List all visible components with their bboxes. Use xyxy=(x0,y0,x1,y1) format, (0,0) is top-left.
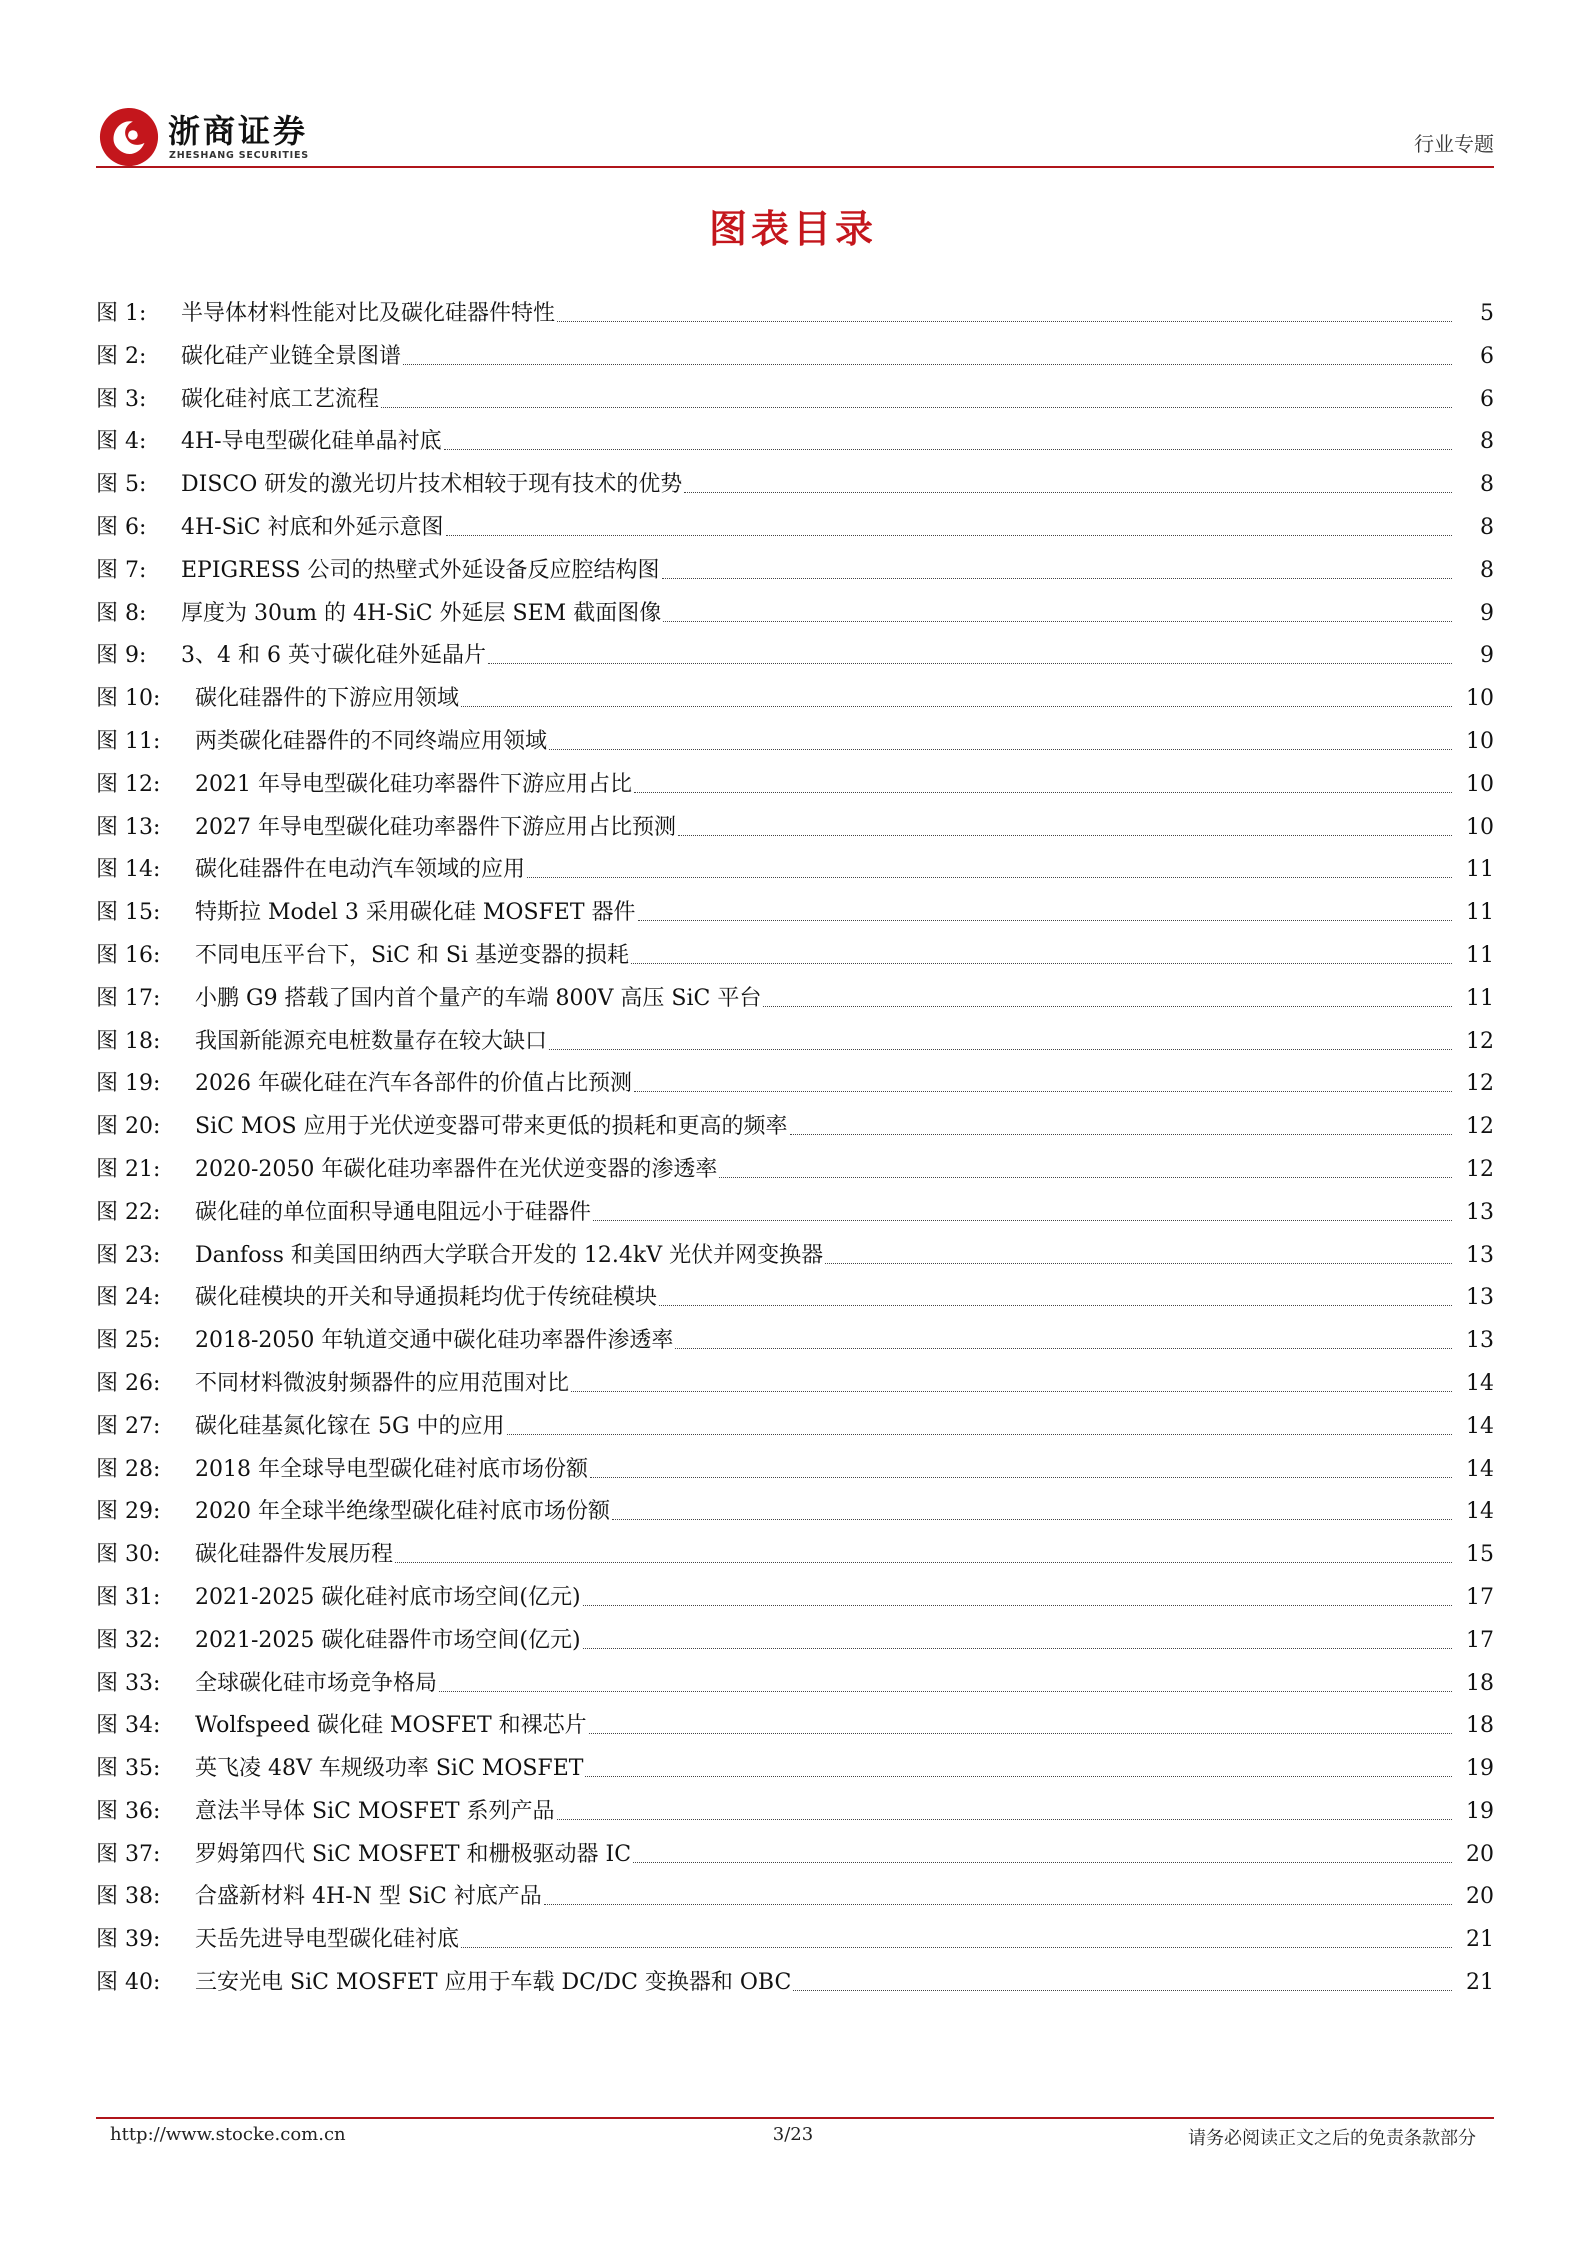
toc-row[interactable] xyxy=(96,507,1494,550)
toc-row[interactable] xyxy=(96,421,1494,464)
toc-leader-dots xyxy=(439,1691,1452,1692)
toc-figure-title: 碳化硅器件的下游应用领域 xyxy=(195,678,461,721)
toc-page-number: 13 xyxy=(1466,1285,1494,1311)
toc-figure-label: 图 39: xyxy=(96,1927,161,1953)
toc-figure-title: 合盛新材料 4H-N 型 SiC 衬底产品 xyxy=(195,1876,544,1919)
toc-row[interactable] xyxy=(96,1534,1494,1577)
toc-figure-label: 图 32: xyxy=(96,1627,161,1653)
toc-leader-dots xyxy=(446,535,1452,536)
toc-leader-dots xyxy=(631,963,1452,964)
toc-row[interactable] xyxy=(96,1919,1494,1962)
toc-row[interactable] xyxy=(96,1577,1494,1620)
toc-leader-dots xyxy=(549,1049,1452,1050)
toc-figure-title: 特斯拉 Model 3 采用碳化硅 MOSFET 器件 xyxy=(195,892,638,935)
toc-figure-label: 图 19: xyxy=(96,1071,161,1097)
toc-page-number: 11 xyxy=(1466,942,1494,968)
toc-figure-title: 2018 年全球导电型碳化硅衬底市场份额 xyxy=(195,1449,590,1492)
toc-leader-dots xyxy=(557,321,1452,322)
toc-figure-title: 碳化硅器件在电动汽车领域的应用 xyxy=(195,849,527,892)
toc-row[interactable] xyxy=(96,1363,1494,1406)
toc-leader-dots xyxy=(527,877,1452,878)
toc-page-number: 12 xyxy=(1466,1071,1494,1097)
toc-page-number: 9 xyxy=(1480,600,1494,626)
toc-leader-dots xyxy=(678,835,1452,836)
toc-figure-title: 碳化硅的单位面积导通电阻远小于硅器件 xyxy=(195,1192,593,1235)
toc-row[interactable] xyxy=(96,849,1494,892)
toc-leader-dots xyxy=(461,1947,1452,1948)
toc-figure-title: 碳化硅基氮化镓在 5G 中的应用 xyxy=(195,1406,507,1449)
toc-row[interactable] xyxy=(96,293,1494,336)
toc-figure-label: 图 23: xyxy=(96,1242,161,1268)
toc-row[interactable] xyxy=(96,1406,1494,1449)
toc-page-number: 18 xyxy=(1466,1713,1494,1739)
toc-page-number: 8 xyxy=(1480,429,1494,455)
toc-page-number: 21 xyxy=(1466,1927,1494,1953)
toc-row[interactable] xyxy=(96,593,1494,636)
figure-list xyxy=(96,293,1494,2005)
toc-leader-dots xyxy=(549,749,1452,750)
toc-figure-title: 2021-2025 碳化硅衬底市场空间(亿元) xyxy=(195,1577,583,1620)
toc-figure-label: 图 38: xyxy=(96,1884,161,1910)
toc-leader-dots xyxy=(675,1348,1452,1349)
toc-figure-label: 图 31: xyxy=(96,1584,161,1610)
toc-figure-label: 图 4: xyxy=(96,429,147,455)
toc-page-number: 6 xyxy=(1480,343,1494,369)
toc-leader-dots xyxy=(544,1904,1452,1905)
toc-row[interactable] xyxy=(96,635,1494,678)
toc-page-number: 14 xyxy=(1466,1370,1494,1396)
toc-row[interactable] xyxy=(96,1106,1494,1149)
toc-row[interactable] xyxy=(96,1620,1494,1663)
toc-leader-dots xyxy=(633,1862,1452,1863)
toc-figure-title: EPIGRESS 公司的热壁式外延设备反应腔结构图 xyxy=(181,550,662,593)
toc-page-number: 18 xyxy=(1466,1670,1494,1696)
toc-row[interactable] xyxy=(96,764,1494,807)
toc-row[interactable] xyxy=(96,1748,1494,1791)
company-logo xyxy=(96,100,356,172)
toc-figure-label: 图 11: xyxy=(96,728,161,754)
toc-page-number: 10 xyxy=(1466,771,1494,797)
toc-leader-dots xyxy=(790,1134,1452,1135)
toc-row[interactable] xyxy=(96,892,1494,935)
toc-figure-title: Wolfspeed 碳化硅 MOSFET 和裸芯片 xyxy=(195,1705,589,1748)
toc-row[interactable] xyxy=(96,1491,1494,1534)
toc-row[interactable] xyxy=(96,1235,1494,1278)
toc-page-number: 9 xyxy=(1480,643,1494,669)
toc-figure-title: 2026 年碳化硅在汽车各部件的价值占比预测 xyxy=(195,1063,634,1106)
toc-leader-dots xyxy=(403,364,1452,365)
toc-page-number: 20 xyxy=(1466,1884,1494,1910)
toc-page-number: 12 xyxy=(1466,1156,1494,1182)
toc-leader-dots xyxy=(583,1605,1452,1606)
toc-leader-dots xyxy=(557,1819,1452,1820)
footer-page-number: 3/23 xyxy=(772,2124,814,2145)
logo-english-name: ZHESHANG SECURITIES xyxy=(169,150,309,161)
toc-figure-label: 图 6: xyxy=(96,514,147,540)
toc-figure-label: 图 18: xyxy=(96,1028,161,1054)
toc-page-number: 12 xyxy=(1466,1028,1494,1054)
toc-page-number: 10 xyxy=(1466,728,1494,754)
toc-figure-label: 图 17: xyxy=(96,985,161,1011)
toc-figure-title: 小鹏 G9 搭载了国内首个量产的车端 800V 高压 SiC 平台 xyxy=(195,978,763,1021)
toc-figure-label: 图 16: xyxy=(96,942,161,968)
toc-figure-label: 图 22: xyxy=(96,1199,161,1225)
toc-figure-title: 我国新能源充电桩数量存在较大缺口 xyxy=(195,1021,549,1064)
toc-figure-label: 图 2: xyxy=(96,343,147,369)
toc-figure-title: 碳化硅器件发展历程 xyxy=(195,1534,395,1577)
toc-figure-title: 2021-2025 碳化硅器件市场空间(亿元) xyxy=(195,1620,583,1663)
toc-leader-dots xyxy=(638,920,1452,921)
toc-figure-title: 厚度为 30um 的 4H-SiC 外延层 SEM 截面图像 xyxy=(181,593,663,636)
toc-page-number: 19 xyxy=(1466,1756,1494,1782)
toc-row[interactable] xyxy=(96,1834,1494,1877)
toc-leader-dots xyxy=(684,492,1452,493)
toc-leader-dots xyxy=(634,792,1452,793)
toc-figure-title: 4H-SiC 衬底和外延示意图 xyxy=(181,507,446,550)
toc-figure-title: 4H-导电型碳化硅单晶衬底 xyxy=(181,421,444,464)
toc-figure-label: 图 34: xyxy=(96,1713,161,1739)
toc-figure-title: 2018-2050 年轨道交通中碳化硅功率器件渗透率 xyxy=(195,1320,675,1363)
toc-row[interactable] xyxy=(96,807,1494,850)
toc-page-number: 10 xyxy=(1466,686,1494,712)
toc-figure-label: 图 37: xyxy=(96,1841,161,1867)
toc-page-number: 14 xyxy=(1466,1499,1494,1525)
toc-leader-dots xyxy=(507,1434,1452,1435)
toc-row[interactable] xyxy=(96,336,1494,379)
toc-figure-label: 图 12: xyxy=(96,771,161,797)
toc-figure-label: 图 7: xyxy=(96,557,147,583)
toc-page-number: 12 xyxy=(1466,1114,1494,1140)
toc-row[interactable] xyxy=(96,1705,1494,1748)
toc-figure-title: 2020 年全球半绝缘型碳化硅衬底市场份额 xyxy=(195,1491,612,1534)
toc-page-number: 17 xyxy=(1466,1627,1494,1653)
toc-row[interactable] xyxy=(96,678,1494,721)
toc-figure-title: 碳化硅产业链全景图谱 xyxy=(181,336,403,379)
toc-figure-title: SiC MOS 应用于光伏逆变器可带来更低的损耗和更高的频率 xyxy=(195,1106,790,1149)
toc-figure-label: 图 28: xyxy=(96,1456,161,1482)
toc-leader-dots xyxy=(585,1776,1452,1777)
toc-figure-label: 图 1: xyxy=(96,301,147,326)
toc-leader-dots xyxy=(590,1477,1452,1478)
footer-url[interactable]: http://www.stocke.com.cn xyxy=(110,2124,346,2145)
toc-figure-title: 三安光电 SiC MOSFET 应用于车载 DC/DC 变换器和 OBC xyxy=(195,1962,793,2005)
toc-leader-dots xyxy=(663,621,1452,622)
toc-page-number: 20 xyxy=(1466,1841,1494,1867)
toc-leader-dots xyxy=(659,1305,1452,1306)
toc-figure-label: 图 3: xyxy=(96,386,147,412)
toc-figure-label: 图 9: xyxy=(96,643,147,669)
toc-figure-label: 图 15: xyxy=(96,900,161,926)
toc-leader-dots xyxy=(719,1177,1452,1178)
toc-figure-title: 罗姆第四代 SiC MOSFET 和栅极驱动器 IC xyxy=(195,1834,633,1877)
toc-figure-title: 英飞凌 48V 车规级功率 SiC MOSFET xyxy=(195,1748,585,1791)
report-category: 行业专题 xyxy=(1414,132,1494,156)
toc-figure-label: 图 20: xyxy=(96,1114,161,1140)
toc-leader-dots xyxy=(593,1220,1452,1221)
toc-row[interactable] xyxy=(96,1791,1494,1834)
toc-leader-dots xyxy=(589,1733,1452,1734)
toc-row[interactable] xyxy=(96,1149,1494,1192)
toc-row[interactable] xyxy=(96,1192,1494,1235)
toc-figure-title: Danfoss 和美国田纳西大学联合开发的 12.4kV 光伏并网变换器 xyxy=(195,1235,825,1278)
toc-page-number: 11 xyxy=(1466,857,1494,883)
toc-row[interactable] xyxy=(96,1320,1494,1363)
toc-leader-dots xyxy=(662,578,1452,579)
toc-page-number: 8 xyxy=(1480,472,1494,498)
toc-row[interactable] xyxy=(96,1962,1494,2005)
toc-figure-title: 2021 年导电型碳化硅功率器件下游应用占比 xyxy=(195,764,634,807)
toc-page-number: 5 xyxy=(1480,301,1494,326)
toc-figure-label: 图 35: xyxy=(96,1756,161,1782)
toc-figure-label: 图 26: xyxy=(96,1370,161,1396)
toc-figure-label: 图 13: xyxy=(96,814,161,840)
toc-figure-label: 图 33: xyxy=(96,1670,161,1696)
toc-page-number: 21 xyxy=(1466,1970,1494,1996)
footer-divider xyxy=(96,2117,1494,2119)
toc-leader-dots xyxy=(793,1990,1452,1991)
toc-figure-title: 半导体材料性能对比及碳化硅器件特性 xyxy=(181,293,557,336)
toc-leader-dots xyxy=(444,449,1452,450)
toc-figure-title: 天岳先进导电型碳化硅衬底 xyxy=(195,1919,461,1962)
toc-page-number: 17 xyxy=(1466,1584,1494,1610)
toc-row[interactable] xyxy=(96,935,1494,978)
toc-figure-label: 图 8: xyxy=(96,600,147,626)
toc-row[interactable] xyxy=(96,721,1494,764)
page-header xyxy=(96,100,1494,172)
page-title: 图表目录 xyxy=(708,207,877,251)
toc-page-number: 13 xyxy=(1466,1199,1494,1225)
toc-figure-title: 3、4 和 6 英寸碳化硅外延晶片 xyxy=(181,635,488,678)
toc-figure-label: 图 40: xyxy=(96,1970,161,1996)
logo-chinese-name: 浙商证券 xyxy=(168,112,309,150)
toc-page-number: 11 xyxy=(1466,900,1494,926)
toc-page-number: 14 xyxy=(1466,1456,1494,1482)
toc-figure-title: DISCO 研发的激光切片技术相较于现有技术的优势 xyxy=(181,464,684,507)
toc-figure-label: 图 21: xyxy=(96,1156,161,1182)
zheshang-logo-icon xyxy=(98,106,160,168)
toc-figure-label: 图 27: xyxy=(96,1413,161,1439)
toc-leader-dots xyxy=(583,1648,1452,1649)
toc-leader-dots xyxy=(763,1006,1452,1007)
toc-figure-title: 意法半导体 SiC MOSFET 系列产品 xyxy=(195,1791,557,1834)
toc-leader-dots xyxy=(381,407,1452,408)
toc-figure-label: 图 36: xyxy=(96,1798,161,1824)
toc-page-number: 19 xyxy=(1466,1798,1494,1824)
toc-page-number: 15 xyxy=(1466,1542,1494,1568)
toc-leader-dots xyxy=(395,1562,1452,1563)
toc-figure-title: 2027 年导电型碳化硅功率器件下游应用占比预测 xyxy=(195,807,678,850)
toc-row[interactable] xyxy=(96,978,1494,1021)
toc-figure-title: 碳化硅衬底工艺流程 xyxy=(181,379,381,422)
footer-disclaimer: 请务必阅读正文之后的免责条款部分 xyxy=(1188,2128,1476,2149)
toc-row[interactable] xyxy=(96,1063,1494,1106)
toc-page-number: 13 xyxy=(1466,1242,1494,1268)
toc-page-number: 14 xyxy=(1466,1413,1494,1439)
toc-page-number: 13 xyxy=(1466,1328,1494,1354)
toc-figure-label: 图 29: xyxy=(96,1499,161,1525)
toc-row[interactable] xyxy=(96,379,1494,422)
toc-row[interactable] xyxy=(96,1663,1494,1706)
toc-figure-label: 图 14: xyxy=(96,857,161,883)
toc-row[interactable] xyxy=(96,1021,1494,1064)
toc-leader-dots xyxy=(571,1391,1452,1392)
toc-page-number: 11 xyxy=(1466,985,1494,1011)
toc-leader-dots xyxy=(612,1519,1452,1520)
toc-row[interactable] xyxy=(96,1277,1494,1320)
header-divider xyxy=(96,166,1494,168)
toc-figure-title: 2020-2050 年碳化硅功率器件在光伏逆变器的渗透率 xyxy=(195,1149,719,1192)
toc-figure-label: 图 30: xyxy=(96,1542,161,1568)
toc-figure-title: 不同材料微波射频器件的应用范围对比 xyxy=(195,1363,571,1406)
toc-figure-label: 图 5: xyxy=(96,472,147,498)
toc-row[interactable] xyxy=(96,1876,1494,1919)
toc-leader-dots xyxy=(634,1091,1452,1092)
toc-page-number: 8 xyxy=(1480,557,1494,583)
toc-figure-label: 图 10: xyxy=(96,686,161,712)
toc-row[interactable] xyxy=(96,464,1494,507)
toc-figure-label: 图 24: xyxy=(96,1285,161,1311)
toc-page-number: 6 xyxy=(1480,386,1494,412)
toc-row[interactable] xyxy=(96,550,1494,593)
toc-leader-dots xyxy=(825,1263,1452,1264)
toc-figure-title: 不同电压平台下，SiC 和 Si 基逆变器的损耗 xyxy=(195,935,631,978)
toc-leader-dots xyxy=(461,706,1452,707)
toc-figure-title: 碳化硅模块的开关和导通损耗均优于传统硅模块 xyxy=(195,1277,659,1320)
toc-figure-title: 两类碳化硅器件的不同终端应用领域 xyxy=(195,721,549,764)
toc-figure-title: 全球碳化硅市场竞争格局 xyxy=(195,1663,439,1706)
toc-row[interactable] xyxy=(96,1449,1494,1492)
toc-figure-label: 图 25: xyxy=(96,1328,161,1354)
toc-page-number: 8 xyxy=(1480,514,1494,540)
toc-page-number: 10 xyxy=(1466,814,1494,840)
toc-leader-dots xyxy=(488,663,1452,664)
